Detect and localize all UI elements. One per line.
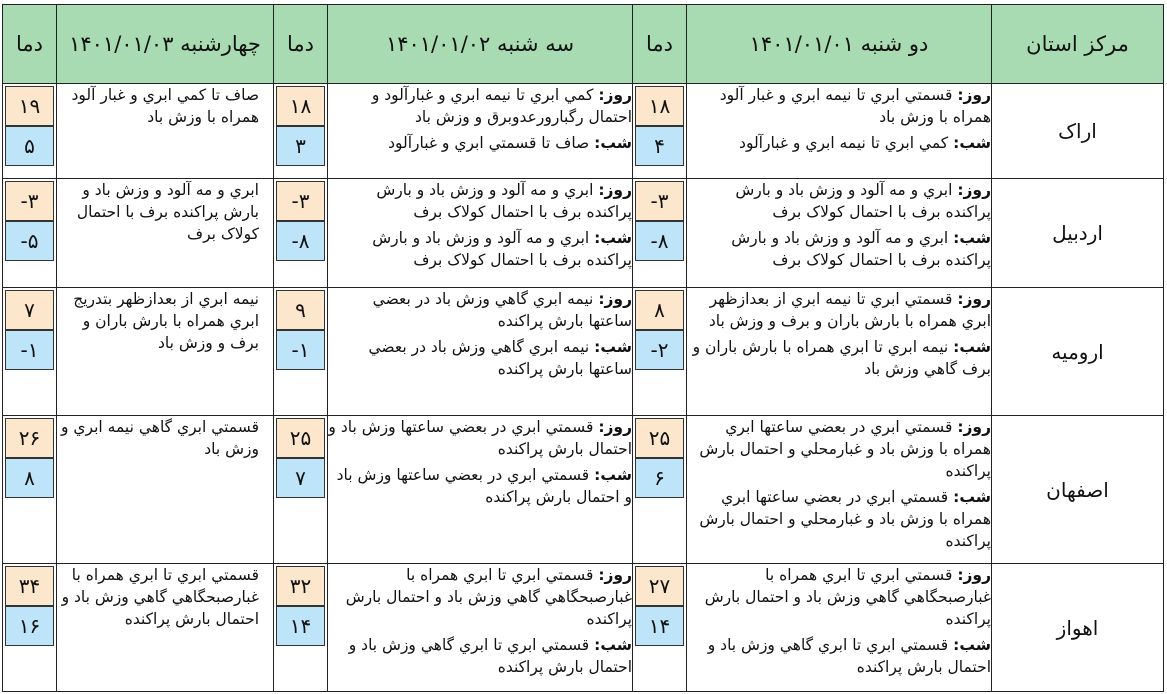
forecast-text: ابري و مه آلود و وزش باد و بارش پراکنده برف با احتمال کولاک برف: [57, 179, 274, 287]
min-temp: ۱۴: [635, 606, 684, 646]
max-temp: ۲۷: [635, 566, 684, 606]
forecast-text: قسمتي ابري تا ابري همراه با غبارصبحگاهي گاهي وزش باد و احتمال بارش پراكنده: [57, 564, 274, 692]
temp-cell: [274, 84, 328, 179]
forecast-text: روز: قسمتي ابري تا نيمه ابري از بعدازظهر ابري همراه با بارش باران و برف و وزش باد شب: نيمه ابري تا ابري همراه با بارش باران و برف گاهي وزش باد: [687, 287, 992, 416]
forecast-text: روز: ابري و مه آلود و وزش باد و بارش پراکنده برف با احتمال کولاک برف شب: ابري و مه آلود و وزش باد و بارش پراکنده برف با احتمال کولاک برف: [328, 179, 633, 287]
min-temp: ۷: [276, 458, 325, 498]
header-row: [3, 5, 1164, 84]
max-temp: ۳۲: [276, 566, 325, 606]
temp-cell: [633, 287, 687, 416]
max-temp: -۳: [5, 181, 54, 221]
temp-cell: [3, 179, 57, 287]
forecast-text: روز: قسمتي ابري در بعضي ساعتها ابري همراه با وزش باد و غبارمحلي و احتمال بارش پراکنده شب: قسمتي ابري در بعضي ساعتها ابري همراه با وزش باد و غبارمحلي و احتمال بارش پراکنده: [687, 416, 992, 564]
min-temp: -۱: [276, 330, 325, 370]
day2-header: سه شنبه ۱۴۰۱/۰۱/۰۲: [328, 5, 633, 84]
forecast-text: روز: ابري و مه آلود و وزش باد و بارش پراکنده برف با احتمال کولاک برف شب: ابري و مه آلود و وزش باد و بارش پراکنده برف با احتمال کولاک برف: [687, 179, 992, 287]
forecast-text: روز: قسمتي ابري در بعضي ساعتها وزش باد و احتمال بارش پراكنده شب: قسمتي ابري در بعضي ساعتها وزش باد و احتمال بارش پراكنده: [328, 416, 633, 564]
min-temp: ۵: [5, 126, 54, 166]
temp-cell: [633, 416, 687, 564]
temp-cell: [633, 84, 687, 179]
forecast-text: نيمه ابري از بعدازظهر بتدريج ابري همراه با بارش باران و برف و وزش باد: [57, 287, 274, 416]
table-row: [3, 416, 1164, 564]
table-row: [3, 287, 1164, 416]
forecast-text: روز: نيمه ابري گاهي وزش باد در بعضي ساعتها بارش پراكنده شب: نيمه ابري گاهي وزش باد در بعضي ساعتها بارش پراكنده: [328, 287, 633, 416]
forecast-text: روز: قسمتي ابري تا ابري همراه با غبارصبحگاهي گاهي وزش باد و احتمال بارش پراكنده شب: قسمتي ابري تا ابري گاهي وزش باد و احتمال بارش پراكنده: [328, 564, 633, 692]
forecast-table: [2, 4, 1164, 692]
city-name: اروميه: [992, 287, 1164, 416]
max-temp: -۳: [635, 181, 684, 221]
day3-header: چهارشنبه ۱۴۰۱/۰۱/۰۳: [57, 5, 274, 84]
min-temp: ۱۴: [276, 606, 325, 646]
temp-cell: [274, 179, 328, 287]
max-temp: ۱۸: [635, 86, 684, 126]
temp-cell: [3, 564, 57, 692]
table-row: [3, 564, 1164, 692]
max-temp: ۷: [5, 290, 54, 330]
max-temp: ۱۹: [5, 86, 54, 126]
forecast-text: روز: قسمتي ابري تا نيمه ابري و غبار آلود همراه با وزش باد شب: كمي ابري تا نيمه ابري و غبارآلود: [687, 84, 992, 179]
min-temp: ۸: [5, 458, 54, 498]
forecast-text: صاف تا كمي ابري و غبار آلود همراه با وزش باد: [57, 84, 274, 179]
max-temp: ۹: [276, 290, 325, 330]
max-temp: ۳۴: [5, 566, 54, 606]
min-temp: ۴: [635, 126, 684, 166]
min-temp: ۳: [276, 126, 325, 166]
temp-cell: [633, 179, 687, 287]
temp-cell: [274, 287, 328, 416]
forecast-text: قسمتي ابري گاهي نيمه ابري و وزش باد: [57, 416, 274, 564]
city-name: اردبيل: [992, 179, 1164, 287]
temp-header-day1: دما: [633, 5, 687, 84]
min-temp: -۸: [276, 221, 325, 261]
min-temp: ۱۶: [5, 606, 54, 646]
temp-header-day2: دما: [274, 5, 328, 84]
temp-cell: [3, 287, 57, 416]
min-temp: ۶: [635, 458, 684, 498]
temp-cell: [633, 564, 687, 692]
day1-header: دو شنبه ۱۴۰۱/۰۱/۰۱: [687, 5, 992, 84]
temp-cell: [274, 564, 328, 692]
temp-cell: [3, 416, 57, 564]
temp-cell: [274, 416, 328, 564]
table-row: [3, 84, 1164, 179]
city-name: اراک: [992, 84, 1164, 179]
min-temp: -۲: [635, 330, 684, 370]
forecast-text: روز: قسمتي ابري تا ابري همراه با غبارصبحگاهي گاهي وزش باد و احتمال بارش پراكنده شب: قسمتي ابري تا ابري گاهي وزش باد و احتمال بارش پراكنده: [687, 564, 992, 692]
city-header: مرکز استان: [992, 5, 1164, 84]
min-temp: -۸: [635, 221, 684, 261]
city-name: اهواز: [992, 564, 1164, 692]
min-temp: -۵: [5, 221, 54, 261]
max-temp: ۸: [635, 290, 684, 330]
min-temp: -۱: [5, 330, 54, 370]
city-name: اصفهان: [992, 416, 1164, 564]
temp-cell: [3, 84, 57, 179]
max-temp: ۲۶: [5, 418, 54, 458]
max-temp: -۳: [276, 181, 325, 221]
max-temp: ۲۵: [635, 418, 684, 458]
temp-header-day3: دما: [3, 5, 57, 84]
table-row: [3, 179, 1164, 287]
forecast-text: روز: كمي ابري تا نيمه ابري و غبارآلود و احتمال رگبارورعدوبرق و وزش باد شب: صاف تا قسمتي ابري و غبارآلود: [328, 84, 633, 179]
max-temp: ۱۸: [276, 86, 325, 126]
max-temp: ۲۵: [276, 418, 325, 458]
